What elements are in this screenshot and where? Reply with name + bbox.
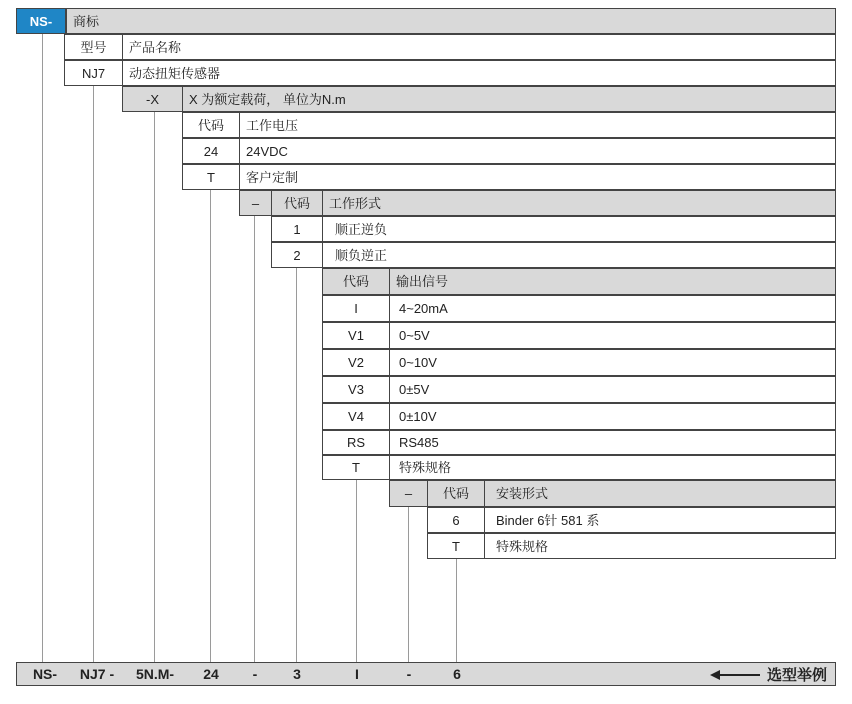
example-token: - (252, 666, 258, 682)
output-row-code: RS (322, 430, 390, 455)
connector-line (254, 216, 255, 662)
mounting-separator: – (389, 480, 428, 507)
output-header-code: 代码 (322, 268, 390, 295)
voltage-row-code: 24 (182, 138, 240, 164)
output-row-code: I (322, 295, 390, 322)
output-row-value: 0±5V (389, 376, 836, 403)
connector-line (408, 506, 409, 662)
brand-label: 商标 (66, 8, 836, 34)
connector-line (210, 190, 211, 662)
direction-row-value: 顺负逆正 (322, 242, 836, 268)
example-token: NS- (32, 666, 58, 682)
mounting-row-code: 6 (427, 507, 485, 533)
voltage-header-code: 代码 (182, 112, 240, 138)
connector-line (93, 86, 94, 662)
direction-row-code: 1 (271, 216, 323, 242)
voltage-row-value: 24VDC (239, 138, 836, 164)
model-header-code: 型号 (64, 34, 123, 60)
direction-row-code: 2 (271, 242, 323, 268)
output-row-code: V3 (322, 376, 390, 403)
direction-separator: – (239, 190, 272, 216)
output-row-value: 0~5V (389, 322, 836, 349)
mounting-header-code: 代码 (427, 480, 485, 507)
output-header-name: 输出信号 (389, 268, 836, 295)
output-row-code: V2 (322, 349, 390, 376)
voltage-row-code: T (182, 164, 240, 190)
mounting-row-code: T (427, 533, 485, 559)
load-code: -X (122, 86, 183, 112)
voltage-header-name: 工作电压 (239, 112, 836, 138)
direction-header-name: 工作形式 (322, 190, 836, 216)
output-row-value: 4~20mA (389, 295, 836, 322)
output-row-value: 0~10V (389, 349, 836, 376)
output-row-code: T (322, 455, 390, 480)
example-token: NJ7 - (79, 666, 115, 682)
direction-row-value: 顺正逆负 (322, 216, 836, 242)
output-row-code: V4 (322, 403, 390, 430)
connector-line (42, 34, 43, 662)
example-token: - (406, 666, 412, 682)
example-token: 24 (203, 666, 219, 682)
model-name: 动态扭矩传感器 (122, 60, 836, 86)
mounting-row-value: 特殊规格 (484, 533, 836, 559)
connector-line (296, 268, 297, 662)
model-header-name: 产品名称 (122, 34, 836, 60)
connector-line (456, 558, 457, 662)
example-label: 选型举例 (766, 666, 827, 684)
connector-line (356, 480, 357, 662)
left-arrow-icon (712, 674, 760, 676)
voltage-row-value: 客户定制 (239, 164, 836, 190)
model-code: NJ7 (64, 60, 123, 86)
connector-line (154, 112, 155, 662)
example-token: 3 (293, 666, 301, 682)
mounting-header-name: 安装形式 (484, 480, 836, 507)
output-row-code: V1 (322, 322, 390, 349)
output-row-value: 0±10V (389, 403, 836, 430)
example-token: 6 (453, 666, 461, 682)
output-row-value: RS485 (389, 430, 836, 455)
output-row-value: 特殊规格 (389, 455, 836, 480)
example-token: I (355, 666, 359, 682)
direction-header-code: 代码 (271, 190, 323, 216)
example-token: 5N.M- (135, 666, 175, 682)
brand-code-badge: NS- (16, 8, 66, 34)
load-description: X 为额定载荷， 单位为N.m (182, 86, 836, 112)
mounting-row-value: Binder 6针 581 系 (484, 507, 836, 533)
